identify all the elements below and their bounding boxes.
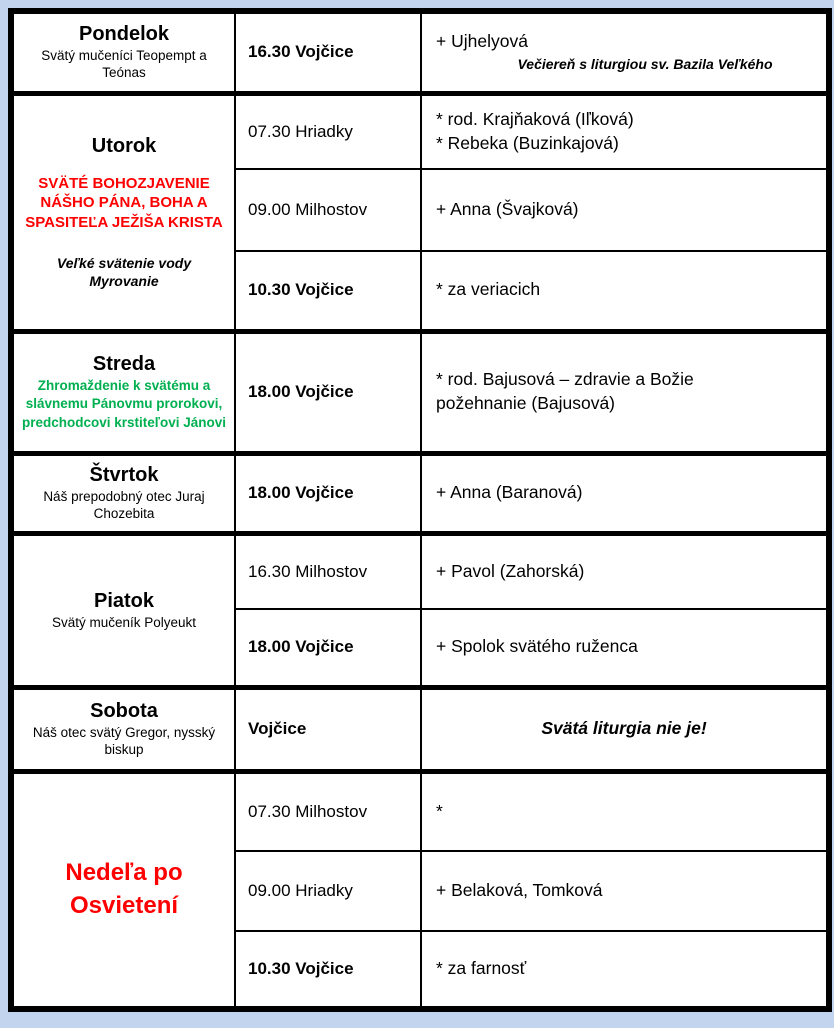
intention-cell: + Anna (Švajková) bbox=[421, 169, 829, 251]
intention-cell bbox=[421, 93, 829, 169]
intention-cell: + Anna (Baranová) bbox=[421, 453, 829, 533]
row-streda bbox=[11, 331, 829, 453]
feast-text: Svätý mučeník Polyeukt bbox=[51, 614, 197, 630]
intention-cell: + Belaková, Tomková bbox=[421, 851, 829, 931]
row-nedela-1 bbox=[11, 771, 829, 851]
row-stvrtok bbox=[11, 453, 829, 533]
day-note: Veľké svätenie vody bbox=[56, 255, 192, 272]
intention-text: * rod. Bajusová – zdravie a Božie požehnanie (Bajusová) bbox=[436, 369, 694, 413]
feast-text-green: Zhromaždenie k svätému a slávnemu Pánovmu prorokovi, predchodcovi krstiteľovi Jánovi bbox=[21, 378, 226, 430]
time-cell: 16.30 Vojčice bbox=[235, 11, 421, 93]
feast-text: Náš otec svätý Gregor, nysský biskup bbox=[32, 725, 216, 757]
day-title-sunday: Nedeľa po Osvietení bbox=[65, 859, 183, 919]
feast-text: Svätý mučeníci Teopempt a Teónas bbox=[41, 48, 207, 81]
time-cell: 10.30 Vojčice bbox=[235, 251, 421, 331]
row-utorok-1 bbox=[11, 93, 829, 169]
time-cell: 09.00 Milhostov bbox=[235, 169, 421, 251]
time-cell: 18.00 Vojčice bbox=[235, 331, 421, 453]
time-cell: 07.30 Hriadky bbox=[235, 93, 421, 169]
feast-text: Náš prepodobný otec Juraj Chozebita bbox=[43, 489, 205, 521]
day-cell-stvrtok bbox=[11, 453, 235, 533]
time-cell: 16.30 Milhostov bbox=[235, 533, 421, 609]
day-cell-piatok bbox=[11, 533, 235, 687]
intention-cell: * za veriacich bbox=[421, 251, 829, 331]
time-cell: 18.00 Vojčice bbox=[235, 453, 421, 533]
day-cell-nedela bbox=[11, 771, 235, 1009]
intention-cell: + Spolok svätého ruženca bbox=[421, 609, 829, 687]
day-cell-sobota bbox=[11, 687, 235, 771]
intention-cell: + Pavol (Zahorská) bbox=[421, 533, 829, 609]
day-cell-pondelok bbox=[11, 11, 235, 93]
service-note: Večiereň s liturgiou sv. Bazila Veľkého bbox=[517, 56, 773, 73]
time-cell: 09.00 Hriadky bbox=[235, 851, 421, 931]
time-cell: Vojčice bbox=[235, 687, 421, 771]
time-cell: 18.00 Vojčice bbox=[235, 609, 421, 687]
intention-text: + Ujhelyová bbox=[436, 31, 528, 52]
feast-text-red: SVÄTÉ BOHOZJAVENIE NÁŠHO PÁNA, BOHA A SPASITEĽA JEŽIŠA KRISTA bbox=[25, 174, 223, 231]
day-title: Sobota bbox=[90, 700, 158, 723]
no-liturgy-note: Svätá liturgia nie je! bbox=[421, 687, 829, 771]
row-piatok-1 bbox=[11, 533, 829, 609]
day-cell-streda bbox=[11, 331, 235, 453]
intention-cell: * za farnosť bbox=[421, 931, 829, 1009]
day-title: Piatok bbox=[93, 589, 155, 612]
time-cell: 07.30 Milhostov bbox=[235, 771, 421, 851]
intention-cell bbox=[421, 11, 829, 93]
time-cell: 10.30 Vojčice bbox=[235, 931, 421, 1009]
day-note: Myrovanie bbox=[89, 273, 159, 290]
day-title: Streda bbox=[92, 353, 156, 376]
intention-text: * rod. Krajňaková (Iľková) bbox=[436, 109, 634, 130]
intention-cell bbox=[421, 331, 829, 453]
intention-text: * Rebeka (Buzinkajová) bbox=[436, 132, 619, 153]
day-title: Utorok bbox=[91, 134, 157, 157]
row-sobota bbox=[11, 687, 829, 771]
day-cell-utorok bbox=[11, 93, 235, 331]
day-title: Pondelok bbox=[78, 23, 169, 46]
day-title: Štvrtok bbox=[89, 464, 159, 487]
row-pondelok bbox=[11, 11, 829, 93]
intention-cell: * bbox=[421, 771, 829, 851]
liturgical-schedule-table bbox=[8, 8, 832, 1012]
